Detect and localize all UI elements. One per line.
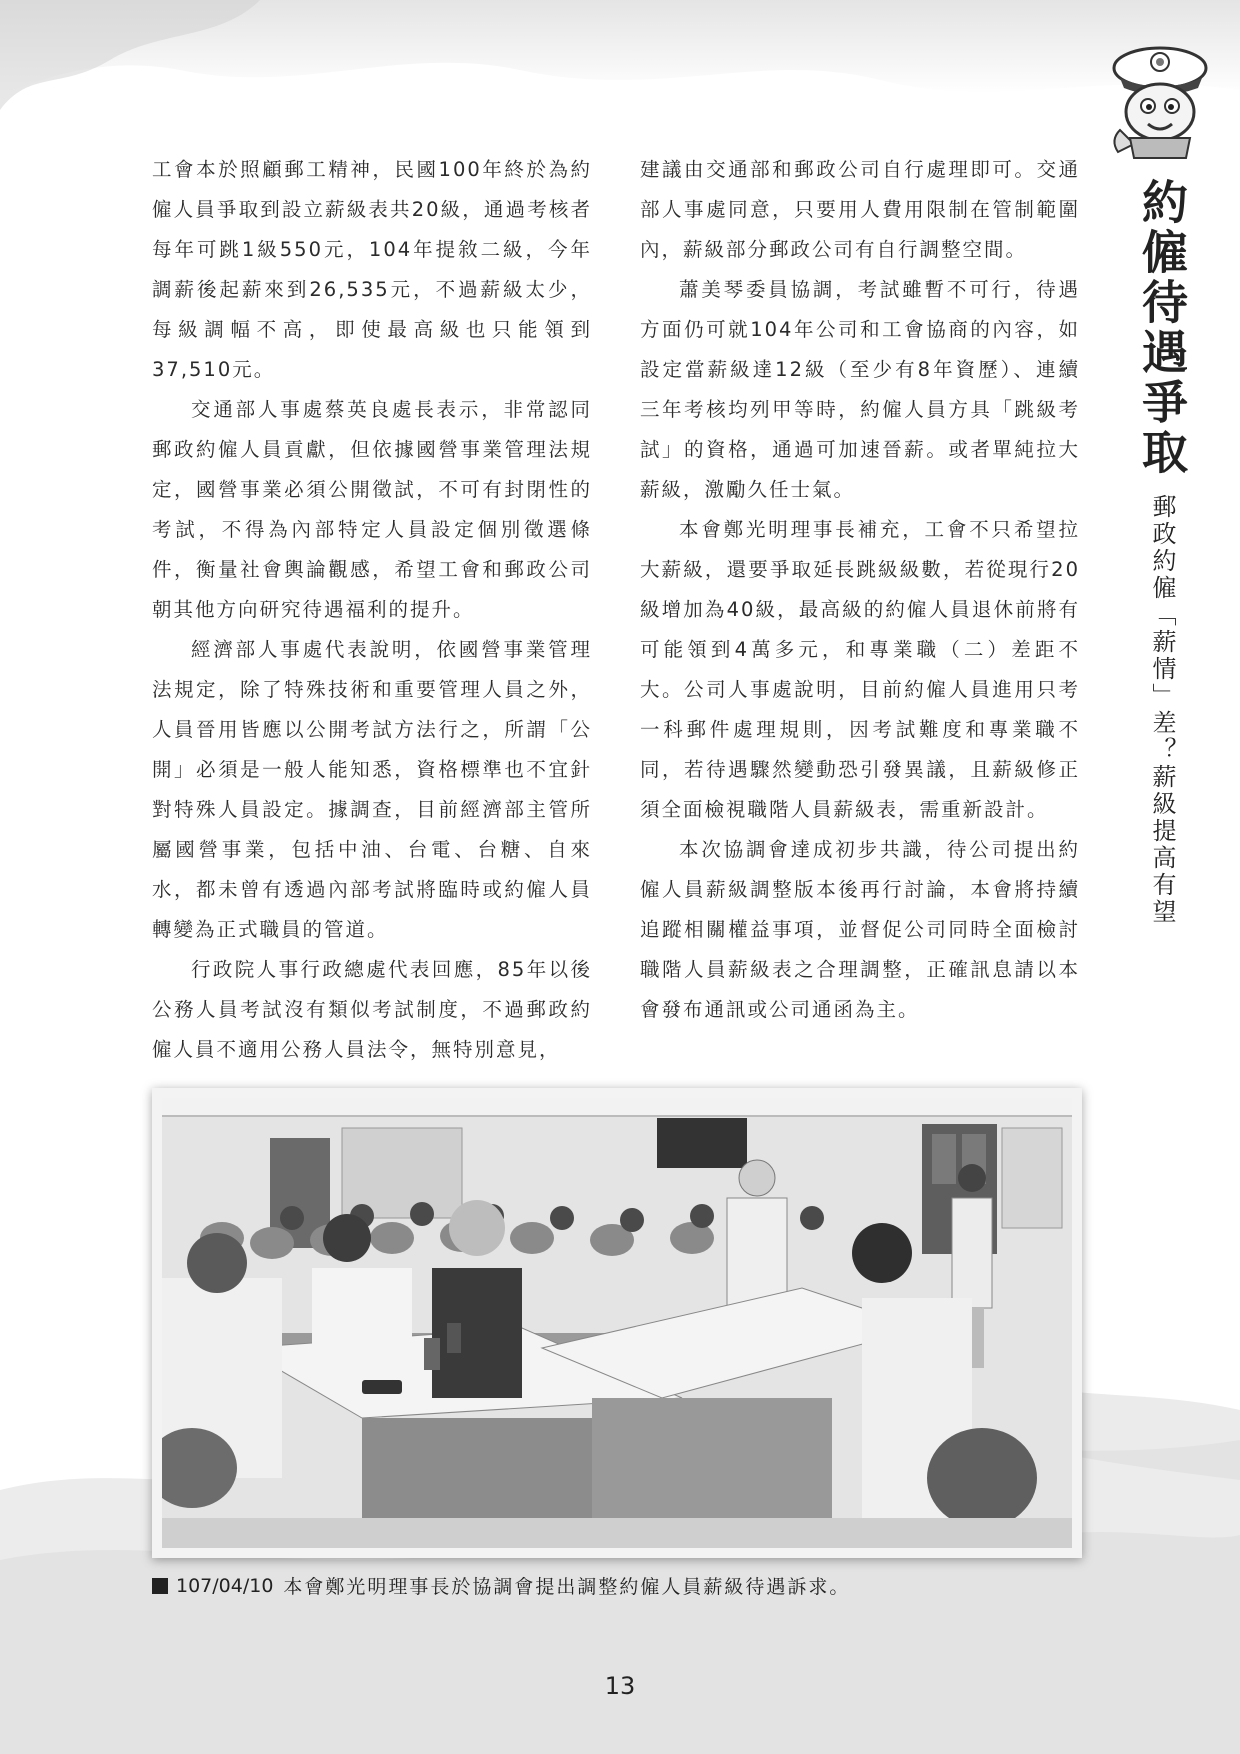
- paragraph: 交通部人事處蔡英良處長表示，非常認同郵政約僱人員貢獻，但依據國營事業管理法規定，國營事業必須公開徵試，不可有封閉性的考試，不得為內部特定人員設定個別徵選條件，衡量社會輿論觀感，希望工會和郵政公司朝其他方向研究待遇福利的提升。: [152, 398, 592, 621]
- paragraph: 工會本於照顧郵工精神，民國100年終於為約僱人員爭取到設立薪級表共20級，通過考核者每年可跳1級550元，104年提敘二級，今年調薪後起薪來到26,535元，不過薪級太少，每級調幅不高，即使最高級也只能領到37,510元。: [152, 158, 592, 381]
- right-column: [640, 150, 1080, 1030]
- caption-date: 107/04/10: [176, 1574, 274, 1597]
- section-subtitle: 郵政約僱「薪情」差？薪級提高有望: [1148, 494, 1176, 926]
- side-title: [1122, 178, 1202, 926]
- paragraph: 行政院人事行政總處代表回應，85年以後公務人員考試沒有類似考試制度，不過郵政約僱人員不適用公務人員法令，無特別意見，: [152, 958, 592, 1061]
- section-title: 約僱待遇爭取: [1135, 178, 1189, 478]
- mascot-illustration: [1090, 40, 1220, 160]
- photo-caption: [152, 1572, 850, 1599]
- paragraph: 本次協調會達成初步共識，待公司提出約僱人員薪級調整版本後再行討論，本會將持續追蹤相關權益事項，並督促公司同時全面檢討職階人員薪級表之合理調整，正確訊息請以本會發布通訊或公司通函為主。: [640, 838, 1080, 1021]
- caption-text: 本會鄭光明理事長於協調會提出調整約僱人員薪級待遇訴求。: [283, 1576, 851, 1598]
- photo-frame: [152, 1088, 1082, 1558]
- caption-bullet-icon: [152, 1578, 168, 1594]
- page-number: 13: [604, 1672, 636, 1700]
- paragraph: 本會鄭光明理事長補充，工會不只希望拉大薪級，還要爭取延長跳級級數，若從現行20級增加為40級，最高級的約僱人員退休前將有可能領到4萬多元，和專業職（二）差距不大。公司人事處說明，目前約僱人員進用只考一科郵件處理規則，因考試難度和專業職不同，若待遇驟然變動恐引發異議，且薪級修正須全面檢視職階人員薪級表，需重新設計。: [640, 518, 1080, 821]
- meeting-photo: [162, 1098, 1072, 1548]
- paragraph: 建議由交通部和郵政公司自行處理即可。交通部人事處同意，只要用人費用限制在管制範圍內，薪級部分郵政公司有自行調整空間。: [640, 158, 1080, 261]
- paragraph: 經濟部人事處代表說明，依國營事業管理法規定，除了特殊技術和重要管理人員之外，人員晉用皆應以公開考試方法行之，所謂「公開」必須是一般人能知悉，資格標準也不宜針對特殊人員設定。據調查，目前經濟部主管所屬國營事業，包括中油、台電、台糖、自來水，都未曾有透過內部考試將臨時或約僱人員轉變為正式職員的管道。: [152, 638, 592, 941]
- left-column: [152, 150, 592, 1070]
- paragraph: 蕭美琴委員協調，考試雖暫不可行，待遇方面仍可就104年公司和工會協商的內容，如設定當薪級達12級（至少有8年資歷）、連續三年考核均列甲等時，約僱人員方具「跳級考試」的資格，通過可加速晉薪。或者單純拉大薪級，激勵久任士氣。: [640, 278, 1080, 501]
